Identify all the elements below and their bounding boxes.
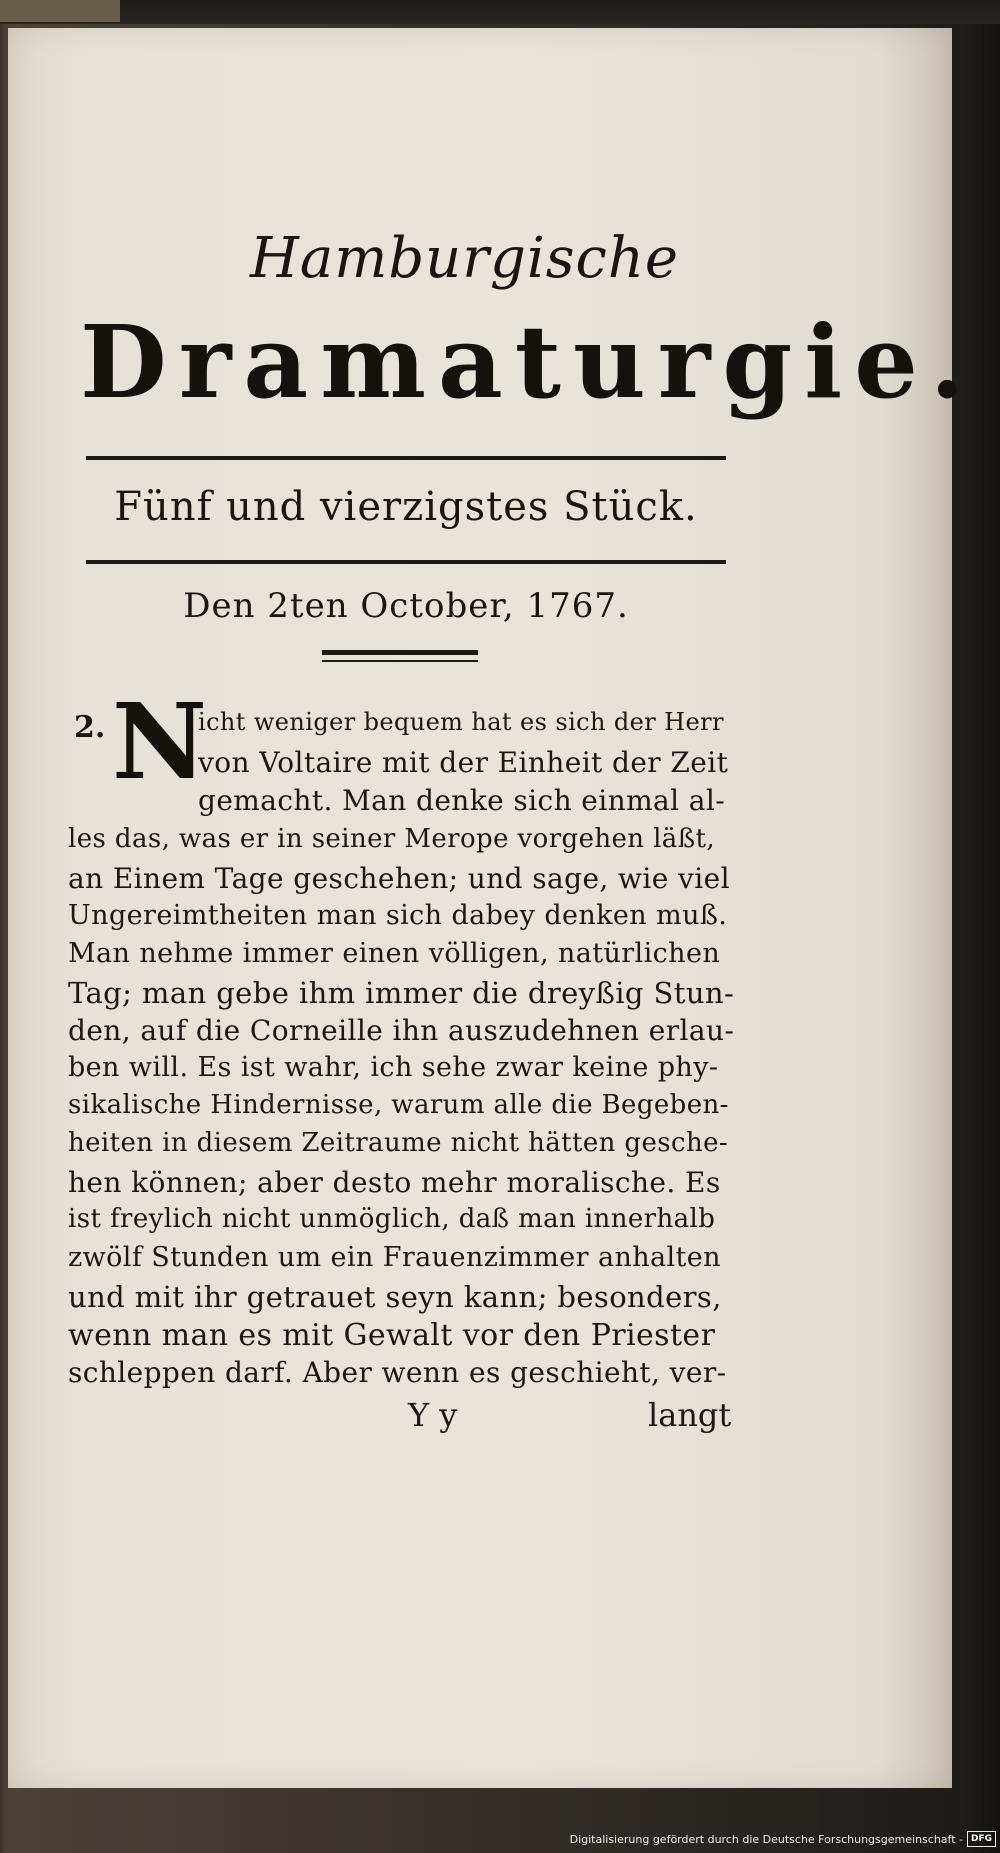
text-line: gemacht. Man denke sich einmal al- xyxy=(198,784,726,817)
text-line: Man nehme immer einen völligen, natürlichen xyxy=(68,938,721,969)
rule-bottom xyxy=(86,560,726,564)
title-line-1: Hamburgische xyxy=(250,226,680,291)
issue-date: Den 2ten October, 1767. xyxy=(183,586,629,626)
book-cover-edge xyxy=(0,0,120,22)
text-line: an Einem Tage geschehen; und sage, wie viel xyxy=(68,862,730,895)
title-line-2: Dramaturgie. xyxy=(80,303,977,421)
text-line: icht weniger bequem hat es sich der Herr xyxy=(198,708,724,736)
text-line: schleppen darf. Aber wenn es geschieht, ver- xyxy=(68,1356,727,1389)
book-page xyxy=(8,28,977,1788)
ornament-rule-thin xyxy=(322,660,478,662)
text-line: den, auf die Corneille ihn auszudehnen erlau- xyxy=(68,1014,735,1047)
text-line: zwölf Stunden um ein Frauenzimmer anhalten xyxy=(68,1242,721,1273)
catchword: langt xyxy=(648,1396,732,1434)
issue-number: Fünf und vierzigstes Stück. xyxy=(114,484,698,530)
section-number: 2. xyxy=(74,710,106,745)
text-line: Tag; man gebe ihm immer die dreyßig Stun- xyxy=(68,976,735,1010)
ornament-rule-thick xyxy=(322,650,478,655)
text-line: ben will. Es ist wahr, ich sehe zwar keine phy- xyxy=(68,1052,719,1083)
text-line: les das, was er in seiner Merope vorgehen läßt, xyxy=(68,824,715,854)
drop-cap: N xyxy=(112,680,208,803)
text-line: ist freylich nicht unmöglich, daß man innerhalb xyxy=(68,1204,716,1234)
rule-top xyxy=(86,456,726,460)
text-line: Ungereimtheiten man sich dabey denken muß. xyxy=(68,900,728,931)
digitization-credit xyxy=(570,1831,996,1847)
text-line: und mit ihr getrauet seyn kann; besonders, xyxy=(68,1280,722,1314)
book-top-edge xyxy=(0,0,1000,24)
text-line: wenn man es mit Gewalt vor den Priester xyxy=(68,1318,716,1353)
signature-mark: Y y xyxy=(408,1396,458,1434)
text-line: heiten in diesem Zeitraume nicht hätten gesche- xyxy=(68,1128,729,1158)
text-line: hen können; aber desto mehr moralische. Es xyxy=(68,1166,721,1199)
text-line: sikalische Hindernisse, warum alle die Begeben- xyxy=(68,1090,729,1120)
dfg-logo: DFG xyxy=(967,1831,996,1847)
credit-text: Digitalisierung gefördert durch die Deutsche Forschungsgemeinschaft - xyxy=(569,1832,963,1846)
text-line: von Voltaire mit der Einheit der Zeit xyxy=(198,746,729,779)
